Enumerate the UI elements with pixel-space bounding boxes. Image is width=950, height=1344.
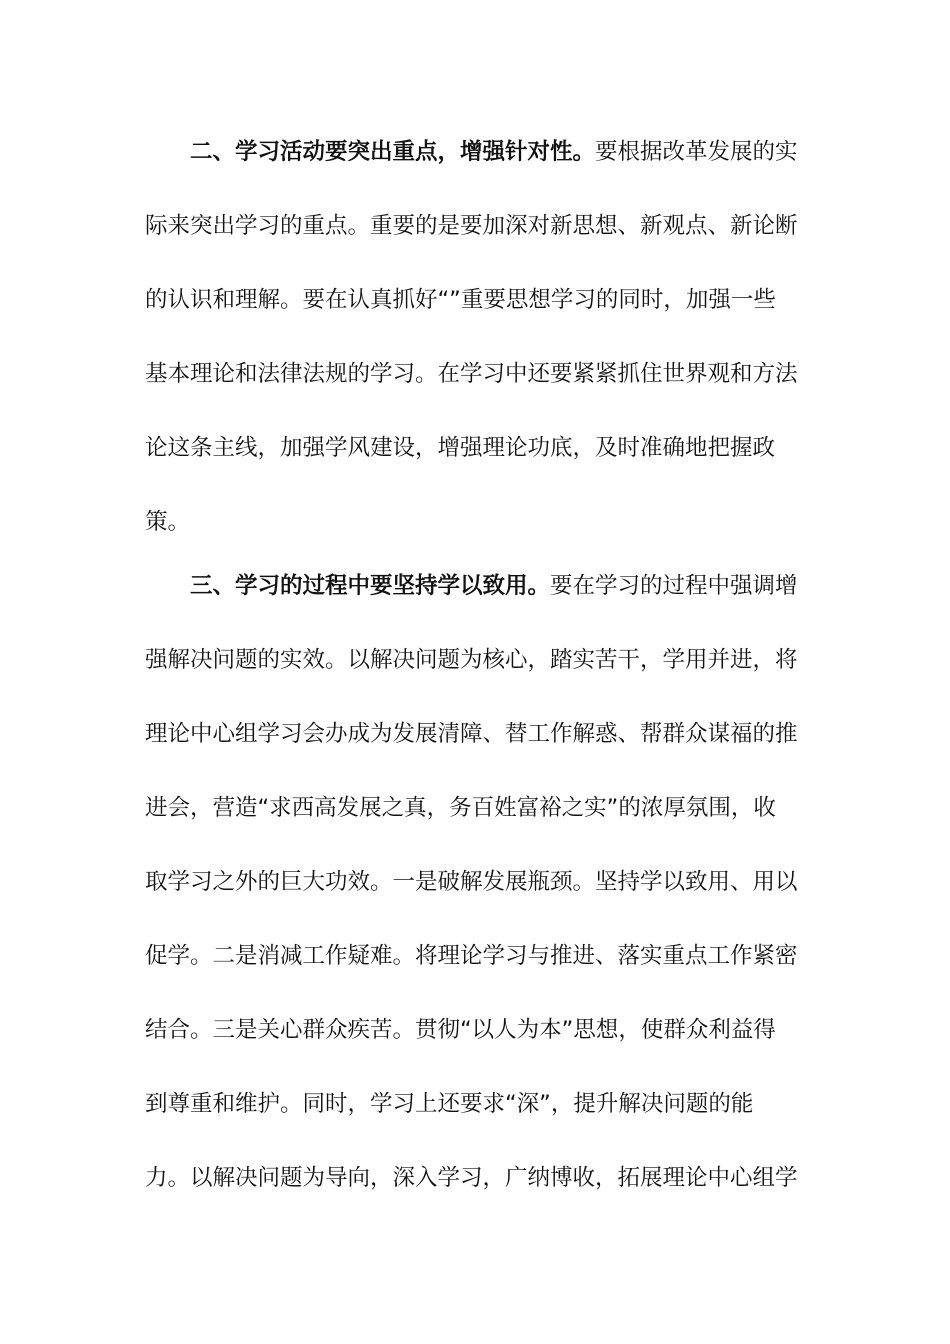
paragraph-3-line-6: 促学。二是消减工作疑难。将理论学习与推进、落实重点工作紧密 [145,943,798,969]
paragraph-2-line-2: 际来突出学习的重点。重要的是要加深对新思想、新观点、新论断 [145,213,798,239]
paragraph-3-line-4: 进会，营造“求西高发展之真，务百姓富裕之实”的浓厚氛围，收 [145,795,776,821]
paragraph-3-line-8: 到尊重和维护。同时，学习上还要求“深”，提升解决问题的能 [145,1091,754,1117]
paragraph-3-heading: 三、学习的过程中要坚持学以致用。 [190,573,551,599]
paragraph-3-line-1 [190,571,798,601]
paragraph-2-line-6: 策。 [145,509,191,535]
paragraph-2-line-1-text: 要根据改革发展的实 [595,139,798,165]
paragraph-2-heading: 二、学习活动要突出重点，增强针对性。 [190,139,596,165]
paragraph-3-line-2: 强解决问题的实效。以解决问题为核心，踏实苦干，学用并进，将 [145,647,798,673]
paragraph-2-line-5: 论这条主线，加强学风建设，增强理论功底，及时准确地把握政 [145,435,776,461]
paragraph-2-line-1 [190,137,798,167]
paragraph-3-line-3: 理论中心组学习会办成为发展清障、替工作解惑、帮群众谋福的推 [145,721,798,747]
paragraph-2-line-3: 的认识和理解。要在认真抓好“”重要思想学习的同时，加强一些 [145,287,776,313]
paragraph-3-line-7: 结合。三是关心群众疾苦。贯彻“以人为本”思想，使群众利益得 [145,1017,776,1043]
paragraph-3-line-1-text: 要在学习的过程中强调增 [550,573,798,599]
paragraph-3-line-5: 取学习之外的巨大功效。一是破解发展瓶颈。坚持学以致用、用以 [145,869,798,895]
paragraph-2-line-4: 基本理论和法律法规的学习。在学习中还要紧紧抓住世界观和方法 [145,361,798,387]
paragraph-3-line-9: 力。以解决问题为导向，深入学习，广纳博收，拓展理论中心组学 [145,1165,798,1191]
